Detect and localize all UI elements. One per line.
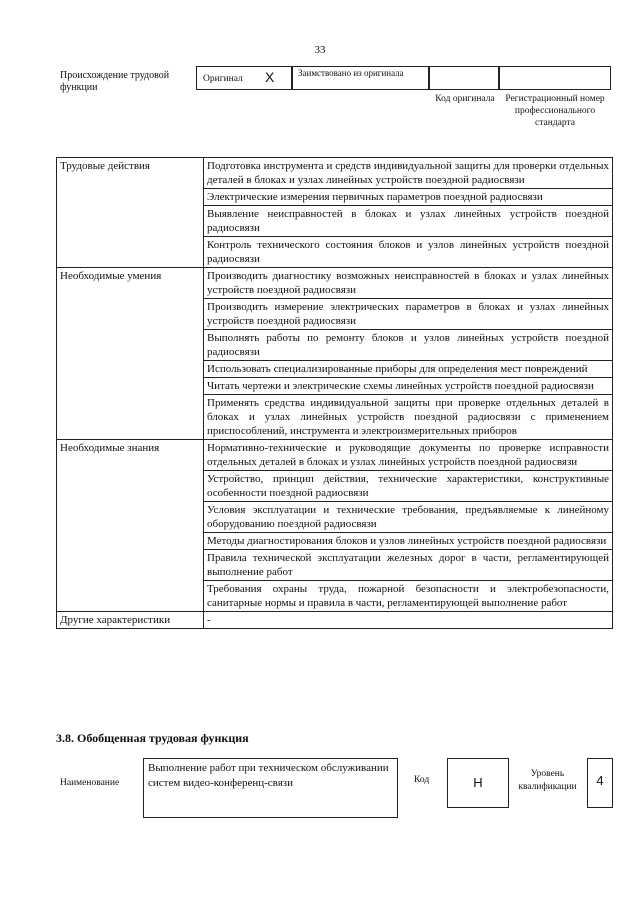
table-cell: Применять средства индивидуальной защиты при проверке отдельных деталей в блоках и узлах линейных устройств поездной радиосвязи с применением приспособлений, инструмента и электроизмерительных приборов [204, 395, 613, 440]
table-cell: Выполнять работы по ремонту блоков и узлов линейных устройств поездной радиосвязи [204, 330, 613, 361]
table-row [57, 158, 613, 189]
table-cell: Использовать специализированные приборы для определения мест повреждений [204, 361, 613, 378]
table-row [57, 268, 613, 299]
table-cell: Электрические измерения первичных параметров поездной радиосвязи [204, 189, 613, 206]
borrowed-cell [292, 66, 429, 90]
level-label: Уровень квалификации [518, 769, 577, 792]
table-cell: Подготовка инструмента и средств индивидуальной защиты для проверки отдельных деталей в блоках и узлах линейных устройств поездной радиосвязи [204, 158, 613, 189]
table-cell: - [204, 612, 613, 629]
code-label: Код [414, 775, 430, 785]
code-original-label: Код оригинала [435, 94, 495, 104]
table-cell: Требования охраны труда, пожарной безопасности и электробезопасности, санитарные нормы и правила в части, регламентирующей выполнение работ [204, 581, 613, 612]
table-cell: Нормативно-технические и руководящие документы по проверке исправности отдельных деталей в блоках и узлах линейных устройств поездной радиосвязи [204, 440, 613, 471]
section-title: Необходимые умения [57, 268, 204, 440]
section-title: Другие характеристики [57, 612, 204, 629]
table-row [57, 612, 613, 629]
table-cell: Правила технической эксплуатации железных дорог в части, регламентирующей выполнение работ [204, 550, 613, 581]
page-number: 33 [314, 44, 326, 56]
table-row [57, 440, 613, 471]
table-cell: Методы диагностирования блоков и узлов линейных устройств поездной радиосвязи [204, 533, 613, 550]
original-cell [196, 66, 292, 90]
code-value: H [447, 758, 509, 808]
name-value: Выполнение работ при техническом обслуживании систем видео-конференц-связи [143, 758, 398, 818]
name-label: Наименование [60, 778, 120, 788]
table-cell: Производить диагностику возможных неисправностей в блоках и узлах линейных устройств поездной радиосвязи [204, 268, 613, 299]
table-cell: Условия эксплуатации и технические требования, предъявляемые к линейному оборудованию поездной радиосвязи [204, 502, 613, 533]
table-cell: Устройство, принцип действия, технические характеристики, конструктивные особенности поездной радиосвязи [204, 471, 613, 502]
table-cell: Контроль технического состояния блоков и узлов линейных устройств поездной радиосвязи [204, 237, 613, 268]
table-cell: Читать чертежи и электрические схемы линейных устройств поездной радиосвязи [204, 378, 613, 395]
code-original-cell [429, 66, 499, 90]
table-cell: Производить измерение электрических параметров в блоках и узлах линейных устройств поездной радиосвязи [204, 299, 613, 330]
original-label: Оригинал [203, 74, 243, 84]
function-table [56, 157, 613, 629]
section-title: Необходимые знания [57, 440, 204, 612]
level-value: 4 [587, 758, 613, 808]
table-cell: Выявление неисправностей в блоках и узлах линейных устройств поездной радиосвязи [204, 206, 613, 237]
function-section-title: 3.8. Обобщенная трудовая функция [56, 731, 249, 745]
reg-number-cell [499, 66, 611, 90]
original-mark: X [265, 69, 275, 85]
borrowed-label: Заимствовано из оригинала [298, 68, 404, 78]
origin-label: Происхождение трудовой функции [60, 70, 170, 93]
section-title: Трудовые действия [57, 158, 204, 268]
reg-number-label: Регистрационный номер профессионального стандарта [505, 94, 605, 128]
